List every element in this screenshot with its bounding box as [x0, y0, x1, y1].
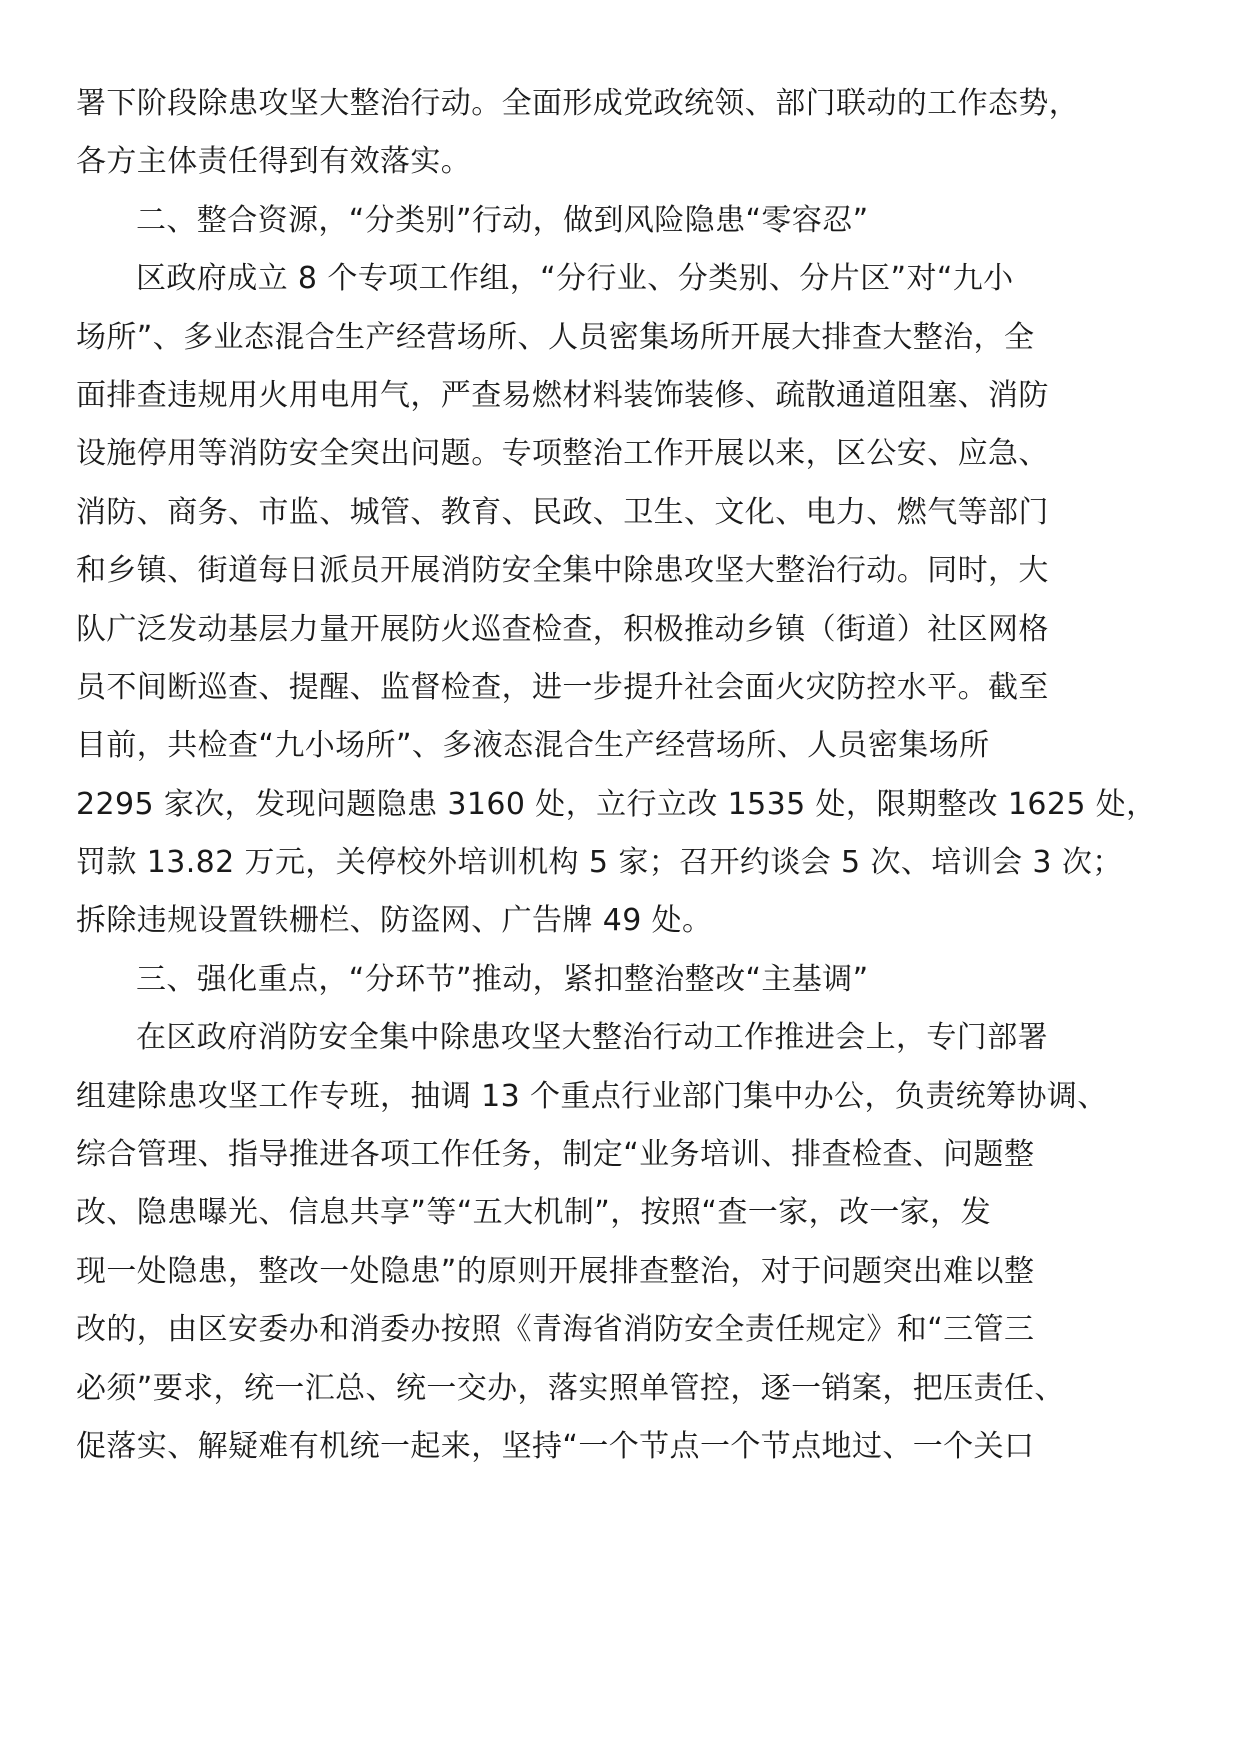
- text-line: 目前，共检查“九小场所”、多液态混合生产经营场所、人员密集场所: [76, 728, 990, 764]
- text-line: 场所”、多业态混合生产经营场所、人员密集场所开展大排查大整治，全: [76, 319, 1035, 355]
- text-line: 改、隐患曝光、信息共享”等“五大机制”，按照“查一家，改一家，发: [76, 1195, 991, 1231]
- text-line: 必须”要求，统一汇总、统一交办，落实照单管控，逐一销案，把压责任、: [76, 1370, 1065, 1406]
- text-line: 综合管理、指导推进各项工作任务，制定“业务培训、排查检查、问题整: [76, 1137, 1035, 1173]
- text-line: 署下阶段除患攻坚大整治行动。全面形成党政统领、部门联动的工作态势，: [76, 86, 1080, 121]
- paragraph-first-line: 在区政府消防安全集中除患攻坚大整治行动工作推进会上，专门部署: [136, 1020, 1048, 1056]
- text-line: 改的，由区安委办和消委办按照《青海省消防安全责任规定》和“三管三: [76, 1312, 1035, 1348]
- section-heading: 二、整合资源，“分类别”行动，做到风险隐患“零容忍”: [136, 202, 869, 238]
- text-line: 队广泛发动基层力量开展防火巡查检查，积极推动乡镇（街道）社区网格: [76, 611, 1049, 647]
- paragraph-first-line: 区政府成立 8 个专项工作组，“分行业、分类别、分片区”对“九小: [136, 261, 1014, 297]
- text-line: 2295 家次，发现问题隐患 3160 处，立行立改 1535 处，限期整改 1625 处，: [76, 786, 1157, 822]
- text-line: 组建除患攻坚工作专班，抽调 13 个重点行业部门集中办公，负责统筹协调、: [76, 1078, 1108, 1114]
- text-line: 设施停用等消防安全突出问题。专项整治工作开展以来，区公安、应急、: [76, 436, 1049, 472]
- text-line: 现一处隐患，整改一处隐患”的原则开展排查整治，对于问题突出难以整: [76, 1253, 1035, 1289]
- text-line: 罚款 13.82 万元，关停校外培训机构 5 家；召开约谈会 5 次、培训会 3 次；: [76, 845, 1123, 881]
- text-line: 拆除违规设置铁栅栏、防盗网、广告牌 49 处。: [76, 903, 713, 939]
- document-body: [76, 75, 1166, 1476]
- text-line: 消防、商务、市监、城管、教育、民政、卫生、文化、电力、燃气等部门: [76, 494, 1049, 530]
- text-line: 面排查违规用火用电用气，严查易燃材料装饰装修、疏散通道阻塞、消防: [76, 377, 1049, 413]
- text-line: 各方主体责任得到有效落实。: [76, 144, 472, 180]
- text-line: 和乡镇、街道每日派员开展消防安全集中除患攻坚大整治行动。同时，大: [76, 553, 1049, 589]
- text-line: 促落实、解疑难有机统一起来，坚持“一个节点一个节点地过、一个关口: [76, 1428, 1035, 1464]
- text-line: 员不间断巡查、提醒、监督检查，进一步提升社会面火灾防控水平。截至: [76, 669, 1049, 705]
- section-heading: 三、强化重点，“分环节”推动，紧扣整治整改“主基调”: [136, 961, 869, 997]
